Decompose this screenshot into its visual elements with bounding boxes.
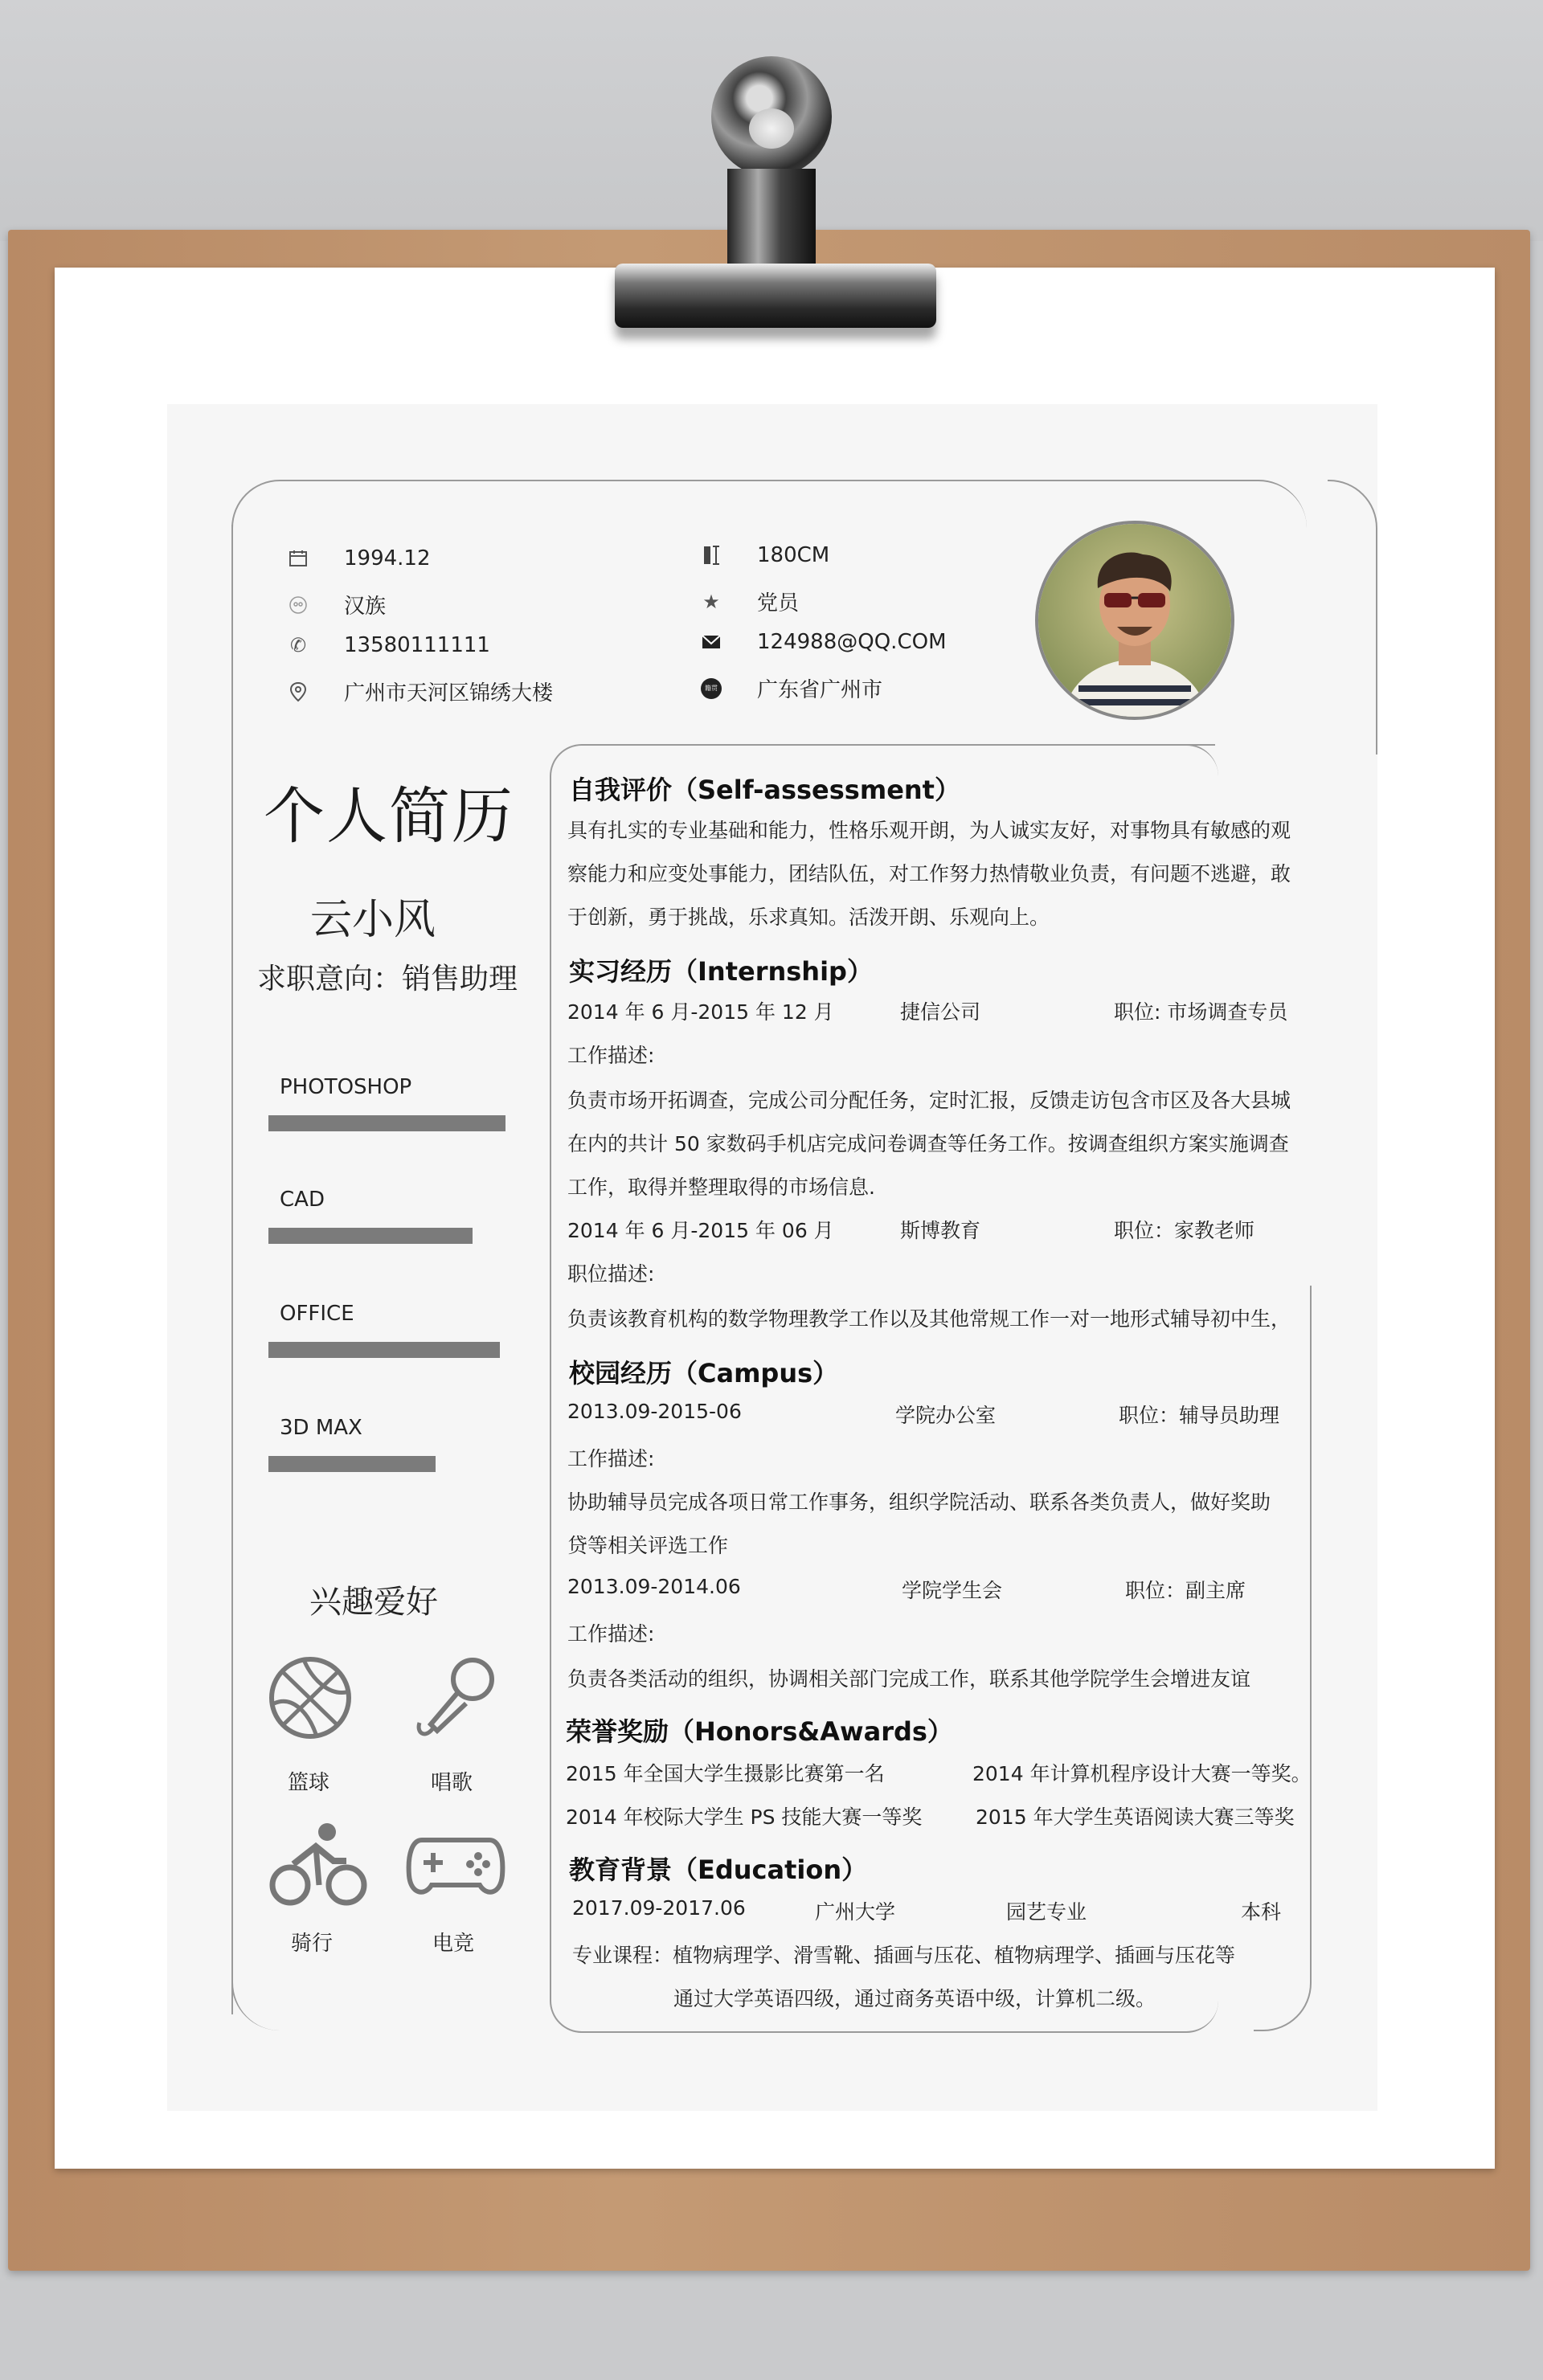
section-education: 教育背景（Education） [569,1855,868,1885]
hobby-label-esports: 电竞 [432,1932,475,1956]
skill-level-bar [268,1115,505,1131]
job-1-position: 职位: 市场调查专员 [1114,1000,1288,1024]
info-birth: 1994.12 [288,546,431,570]
info-height: 180CM [701,543,829,567]
mail-icon [701,632,722,652]
height-icon [701,545,722,566]
campus-1-position: 职位：辅导员助理 [1119,1404,1280,1427]
campus-1-desc-label: 工作描述: [567,1447,655,1470]
section-self-assessment: 自我评价（Self-assessment） [569,775,960,805]
edu-certs: 通过大学英语四级，通过商务英语中级，计算机二级。 [673,1987,1156,2010]
hobby-label-singing: 唱歌 [431,1771,473,1795]
skill-label: PHOTOSHOP [280,1075,412,1099]
campus-2-org: 学院学生会 [902,1579,1003,1602]
job-1-desc-2: 在内的共计 50 家数码手机店完成问卷调查等任务工作。按调查组织方案实施调查 [567,1132,1289,1155]
self-line-2: 察能力和应变处事能力，团结队伍，对工作努力热情敬业负责，有问题不逃避，敢 [567,862,1291,885]
section-internship: 实习经历（Internship） [569,956,873,987]
avatar [1035,521,1234,720]
honor-2: 2014 年计算机程序设计大赛一等奖。 [972,1762,1312,1785]
edu-courses: 专业课程：植物病理学、滑雪靴、插画与压花、植物病理学、插画与压花等 [572,1944,1236,1967]
location-pin-icon [288,681,309,702]
edu-school: 广州大学 [815,1900,896,1924]
info-phone: ✆ 13580111111 [288,633,490,657]
hobbies-title: 兴趣爱好 [309,1584,438,1621]
star-icon: ★ [702,590,720,613]
edu-major: 园艺专业 [1006,1900,1087,1924]
resume-title: 个人简历 [264,780,514,852]
skill-level-bar [268,1342,500,1358]
binder-clip [571,48,972,354]
hobby-label-cycling: 骑行 [291,1932,334,1956]
phone-icon: ✆ [289,634,307,656]
info-hometown: 籍贯 广东省广州市 [701,673,882,703]
section-campus: 校园经历（Campus） [569,1358,839,1388]
basketball-icon [268,1655,353,1740]
campus-1-desc-1: 协助辅导员完成各项日常工作事务，组织学院活动、联系各类负责人，做好奖助 [567,1491,1271,1514]
campus-1-org: 学院办公室 [895,1404,997,1427]
honor-3: 2014 年校际大学生 PS 技能大赛一等奖 [566,1805,923,1829]
skill-label: 3D MAX [280,1416,362,1440]
job-2-desc-1: 负责该教育机构的数学物理教学工作以及其他常规工作一对一地形式辅导初中生， [567,1307,1291,1331]
portrait-photo [1038,524,1231,717]
calendar-icon [288,548,309,569]
honor-4: 2015 年大学生英语阅读大赛三等奖 [976,1805,1295,1829]
campus-2-desc-1: 负责各类活动的组织，协调相关部门完成工作，联系其他学院学生会增进友谊 [567,1667,1251,1691]
hobby-label-basketball: 篮球 [288,1771,330,1795]
job-1-desc-3: 工作，取得并整理取得的市场信息. [567,1176,875,1199]
skill-level-bar [268,1456,436,1472]
ethnicity-icon [288,595,309,615]
skill-label: OFFICE [280,1302,354,1326]
job-1-desc-1: 负责市场开拓调查，完成公司分配任务，定时汇报，反馈走访包含市区及各大县城 [567,1089,1291,1112]
job-2-period: 2014 年 6 月-2015 年 06 月 [567,1219,834,1242]
job-intent: 求职意向：销售助理 [257,963,518,996]
left-divider [231,525,233,2014]
job-2-company: 斯博教育 [900,1219,981,1242]
applicant-name: 云小风 [310,896,436,944]
cycling-icon [269,1821,367,1908]
info-email: 124988@QQ.COM [701,630,947,654]
outer-frame-corner [1328,480,1377,754]
info-address: 广州市天河区锦绣大楼 [288,677,553,706]
info-politics: ★ 党员 [701,587,799,616]
gamepad-icon [406,1830,505,1900]
self-line-1: 具有扎实的专业基础和能力，性格乐观开朗，为人诚实友好，对事物具有敏感的观 [567,819,1291,842]
self-line-3: 于创新，勇于挑战，乐求真知。活泼开朗、乐观向上。 [567,906,1050,929]
campus-2-position: 职位：副主席 [1125,1579,1246,1602]
skill-level-bar [268,1228,473,1244]
skill-label: CAD [280,1188,325,1212]
edu-degree: 本科 [1241,1900,1282,1924]
info-ethnicity: 汉族 [288,590,386,620]
campus-2-desc-label: 工作描述: [567,1622,655,1646]
edu-period: 2017.09-2017.06 [572,1896,746,1920]
honor-1: 2015 年全国大学生摄影比赛第一名 [566,1762,885,1785]
campus-2-period: 2013.09-2014.06 [567,1575,741,1598]
job-2-desc-label: 职位描述: [567,1262,655,1286]
microphone-icon [408,1655,501,1748]
campus-1-desc-2: 贷等相关评选工作 [567,1534,729,1557]
campus-1-period: 2013.09-2015-06 [567,1400,742,1423]
section-honors: 荣誉奖励（Honors&Awards） [566,1716,953,1747]
hometown-icon: 籍贯 [701,678,722,699]
job-1-period: 2014 年 6 月-2015 年 12 月 [567,1000,834,1024]
job-1-company: 捷信公司 [900,1000,981,1024]
job-1-desc-label: 工作描述: [567,1044,655,1067]
job-2-position: 职位：家教老师 [1114,1219,1255,1242]
